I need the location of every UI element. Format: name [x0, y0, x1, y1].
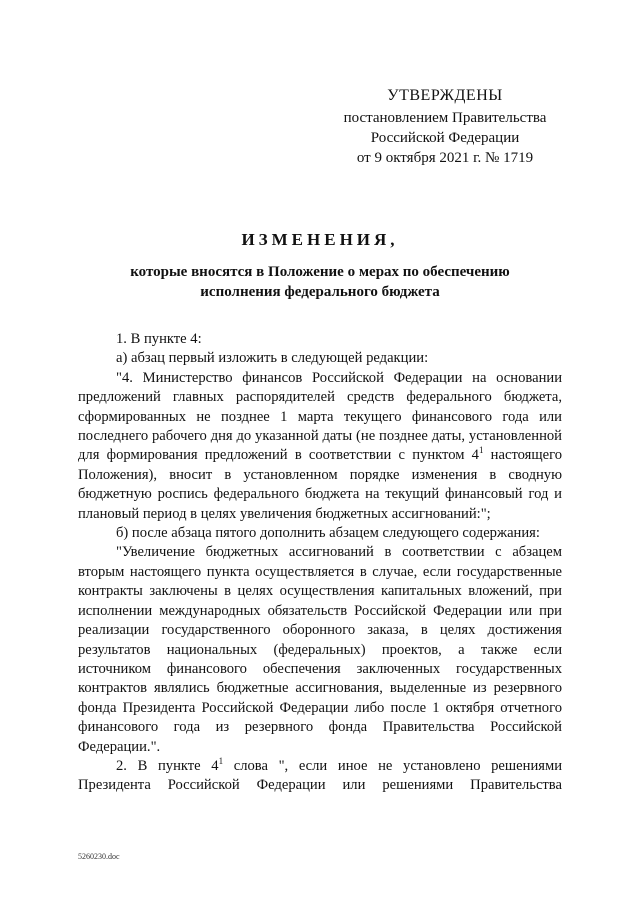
paragraph-6-superscript: 1 [218, 755, 224, 766]
document-subtitle-line-2: исполнения федерального бюджета [200, 284, 440, 300]
paragraph-3 [78, 369, 562, 524]
paragraph-6 [78, 757, 562, 796]
approval-line-2: Российской Федерации [370, 130, 520, 146]
approval-stamp [330, 86, 560, 168]
document-subtitle-line-1: которые вносятся в Положение о мерах по обеспечению [130, 264, 510, 280]
paragraph-2: а) абзац первый изложить в следующей редакции: [116, 350, 429, 367]
paragraph-1: 1. В пункте 4: [116, 331, 202, 347]
paragraph-5: "Увеличение бюджетных ассигнований в соответствии с абзацем вторым настоящего пункта осуществляется в случае, если государственные контракты заключены в целях осуществления капитальных вложений, при исполнении международных обязательств Российской Федерации или при реализации государственного оборонного заказа, в целях достижения результатов национальных (федеральных) проектов, а также если источником финансового обеспечения заключенных государственных контрактов являлись бюджетные ассигнования, выделенные из резервного фонда Президента Российской Федерации либо после 1 октября отчетного финансового года из резервного фонда Правительства Российской Федерации.". [78, 544, 562, 755]
paragraph-6-text-b: слова ", если иное не установлено решениями Президента Российской Федерации или решениями Правительства [78, 757, 563, 794]
paragraph-4: б) после абзаца пятого дополнить абзацем следующего содержания: [116, 525, 540, 542]
paragraph-3-text-a: "4. Министерство финансов Российской Федерации на основании предложений главных распорядителей средств федерального бюджета, сформированных не позднее 1 марта текущего финансового года или последнего рабочего дня до указанной даты (не позднее даты, установленной для формирования предложений в соответствии с пунктом 4 [78, 369, 562, 464]
file-name-footer: 5260230.doc [78, 852, 120, 861]
approval-line-1: постановлением Правительства [343, 110, 547, 126]
document-body [78, 330, 562, 796]
paragraph-3-superscript: 1 [478, 445, 484, 456]
approval-heading: УТВЕРЖДЕНЫ [387, 87, 503, 104]
approval-line-3: от 9 октября 2021 г. № 1719 [356, 150, 534, 166]
document-title: ИЗМЕНЕНИЯ, [241, 230, 399, 249]
paragraph-6-text-a: 2. В пункте 4 [116, 757, 219, 774]
paragraph-3-text-b: настоящего Положения), вносит в установленном порядке изменения в сводную бюджетную роспись федерального бюджета на текущий финансовый год и плановый период в целях увеличения бюджетных ассигнований:"; [78, 447, 562, 522]
title-block [80, 230, 560, 302]
